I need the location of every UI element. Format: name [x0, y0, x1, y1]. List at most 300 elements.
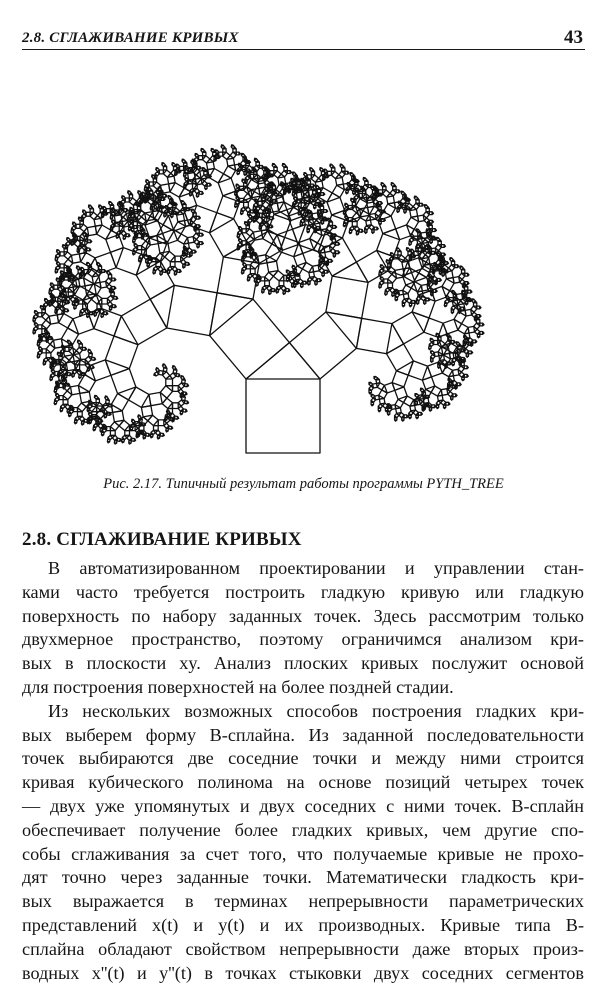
tree-square — [329, 222, 332, 225]
tree-triangle — [439, 274, 441, 275]
tree-square — [167, 176, 175, 184]
text-line: вых выражается в терминах непрерывности параметрических — [22, 891, 584, 912]
tree-square — [265, 281, 270, 286]
tree-triangle — [416, 418, 418, 419]
tree-square — [442, 279, 454, 291]
tree-square — [63, 400, 68, 405]
text-line: — двух уже упомянутых и двух соседних с ними точек. B-сплайн — [22, 795, 584, 816]
text-line: двухмерное пространство, поэтому ограничимся анализом кри- — [22, 629, 584, 650]
tree-triangle — [132, 231, 134, 232]
tree-square — [422, 377, 434, 389]
tree-triangle — [333, 256, 335, 257]
tree-square — [42, 313, 49, 320]
tree-square — [111, 394, 128, 411]
paragraph — [22, 557, 584, 700]
tree-square — [311, 175, 318, 182]
text-line: ками часто требуется построить гладкую кривую или гладкую — [22, 581, 584, 602]
tree-square — [162, 398, 172, 408]
tree-square — [49, 315, 58, 324]
tree-square — [38, 325, 42, 329]
tree-square — [42, 320, 51, 329]
tree-square — [121, 299, 166, 345]
tree-square — [100, 281, 107, 288]
tree-triangle — [301, 287, 303, 288]
tree-triangle — [444, 408, 446, 409]
text-line: Из нескольких возможных способов построения гладких кри- — [48, 700, 584, 721]
tree-square — [105, 336, 138, 369]
tree-triangle — [466, 304, 468, 305]
tree-square — [196, 230, 199, 233]
tree-square — [223, 152, 230, 159]
tree-square — [188, 237, 195, 244]
tree-square — [438, 395, 444, 401]
tree-square — [78, 403, 87, 412]
tree-square — [476, 320, 479, 323]
tree-square — [73, 313, 94, 334]
tree-square — [86, 212, 90, 216]
tree-square — [448, 392, 453, 397]
tree-square — [313, 191, 316, 194]
tree-triangle — [442, 275, 444, 276]
tree-square — [279, 202, 293, 216]
tree-square — [339, 171, 345, 177]
tree-square — [217, 257, 259, 299]
tree-triangle — [436, 408, 438, 409]
tree-square — [173, 386, 179, 392]
tree-square — [418, 215, 425, 222]
text-line: дят точно через заданные точки. Математически гладкость кри- — [22, 867, 584, 888]
tree-square — [175, 256, 181, 262]
tree-triangle — [423, 409, 425, 410]
page-number: 43 — [564, 27, 583, 48]
tree-square — [307, 181, 310, 184]
tree-square — [154, 426, 159, 431]
tree-square — [90, 212, 97, 219]
tree-square — [125, 198, 129, 202]
tree-square — [87, 226, 96, 235]
tree-square — [298, 225, 325, 252]
tree-square — [461, 363, 464, 366]
tree-square — [443, 319, 458, 334]
tree-square — [46, 353, 51, 358]
tree-square — [177, 214, 185, 222]
tree-square — [160, 386, 172, 398]
tree-square — [465, 309, 472, 316]
tree-square — [393, 187, 396, 190]
tree-square — [424, 318, 443, 337]
tree-square — [274, 167, 277, 170]
tree-triangle — [321, 223, 323, 224]
tree-square — [149, 182, 153, 186]
tree-square — [369, 386, 373, 390]
tree-square — [352, 222, 357, 227]
tree-square — [108, 275, 111, 278]
tree-square — [64, 252, 71, 259]
tree-square — [167, 285, 217, 335]
tree-square — [81, 253, 95, 267]
tree-square — [227, 158, 235, 166]
tree-square — [110, 422, 119, 431]
tree-square — [398, 252, 401, 255]
tree-square — [173, 403, 179, 409]
tree-triangle — [424, 303, 426, 304]
tree-triangle — [402, 420, 404, 421]
running-head — [22, 26, 585, 50]
tree-square — [383, 190, 390, 197]
tree-square — [327, 197, 345, 215]
tree-triangle — [429, 410, 431, 411]
tree-square — [365, 181, 368, 184]
tree-square — [54, 339, 63, 348]
tree-square — [163, 170, 170, 177]
tree-triangle — [308, 284, 310, 285]
text-line: для построения поверхностей на более поздней стадии. — [22, 676, 454, 697]
tree-square — [256, 162, 259, 165]
tree-square — [204, 172, 207, 175]
tree-square — [281, 171, 287, 177]
tree-square — [279, 281, 284, 286]
tree-square — [64, 288, 68, 292]
tree-square — [267, 261, 278, 272]
tree-square — [311, 172, 314, 175]
tree-square — [60, 264, 64, 268]
tree-square — [246, 265, 250, 269]
tree-square — [76, 347, 82, 353]
tree-square — [342, 168, 345, 171]
tree-triangle — [171, 217, 173, 218]
text-line: водных x''(t) и y''(t) в точках стыковки двух соседних сегментов — [22, 962, 584, 983]
tree-square — [129, 195, 132, 198]
tree-square — [379, 190, 383, 194]
tree-square — [307, 175, 311, 179]
tree-square — [254, 171, 257, 174]
tree-square — [133, 222, 137, 226]
section-title: 2.8. СГЛАЖИВАНИЕ КРИВЫХ — [22, 529, 302, 550]
tree-square — [202, 181, 207, 186]
tree-square — [203, 152, 206, 155]
tree-square — [387, 196, 395, 204]
tree-square — [96, 399, 99, 402]
tree-square — [403, 285, 412, 294]
tree-square — [218, 178, 236, 196]
tree-square — [468, 326, 475, 333]
tree-square — [163, 167, 166, 170]
tree-square — [88, 270, 95, 277]
tree-square — [246, 379, 320, 453]
tree-square — [289, 312, 356, 379]
tree-square — [149, 392, 162, 405]
tree-triangle — [451, 312, 453, 313]
tree-square — [313, 265, 320, 272]
tree-square — [442, 367, 452, 377]
tree-triangle — [430, 242, 432, 243]
tree-triangle — [466, 356, 468, 357]
tree-square — [60, 252, 64, 256]
tree-square — [426, 209, 429, 212]
tree-square — [475, 329, 480, 334]
tree-triangle — [452, 365, 454, 366]
tree-square — [384, 279, 388, 283]
tree-square — [269, 203, 278, 212]
tree-square — [148, 415, 158, 425]
tree-triangle — [385, 411, 387, 412]
tree-square — [277, 229, 298, 250]
tree-square — [203, 156, 210, 163]
tree-square — [210, 219, 248, 257]
tree-square — [242, 229, 246, 233]
tree-triangle — [197, 247, 199, 248]
tree-square — [270, 171, 274, 175]
tree-square — [332, 185, 344, 197]
tree-square — [413, 203, 419, 209]
tree-square — [180, 166, 184, 170]
tree-triangle — [205, 189, 207, 190]
tree-square — [177, 234, 187, 244]
tree-square — [250, 174, 254, 178]
tree-square — [302, 263, 312, 273]
tree-square — [294, 253, 306, 265]
tree-square — [71, 254, 80, 263]
tree-triangle — [388, 414, 390, 415]
tree-square — [407, 217, 419, 229]
tree-square — [97, 225, 111, 239]
tree-square — [158, 420, 164, 426]
tree-square — [459, 372, 464, 377]
tree-square — [377, 383, 384, 390]
tree-square — [379, 398, 385, 404]
tree-square — [383, 187, 386, 190]
tree-triangle — [371, 405, 373, 406]
tree-square — [288, 186, 292, 190]
text-line: собы сглаживания за счет того, что получаемые кривые не прохо- — [22, 843, 584, 864]
tree-square — [63, 391, 72, 400]
tree-square — [166, 379, 173, 386]
tree-square — [274, 171, 281, 178]
tree-square — [125, 431, 130, 436]
tree-square — [113, 411, 124, 422]
tree-square — [404, 396, 414, 406]
tree-square — [414, 251, 418, 255]
tree-square — [453, 369, 460, 376]
tree-square — [326, 276, 368, 318]
tree-square — [219, 152, 223, 156]
tree-square — [79, 344, 82, 347]
tree-square — [161, 184, 170, 193]
tree-square — [284, 167, 287, 170]
tree-triangle — [372, 232, 374, 233]
tree-square — [106, 235, 124, 253]
tree-triangle — [395, 420, 397, 421]
tree-square — [242, 241, 246, 245]
text-line: сплайна обладают свойством непрерывности даже вторых произ- — [22, 938, 584, 959]
tree-square — [383, 204, 395, 216]
tree-square — [90, 360, 111, 381]
tree-square — [223, 149, 226, 152]
tree-square — [159, 170, 163, 174]
tree-square — [199, 156, 203, 160]
tree-square — [319, 268, 324, 273]
tree-triangle — [322, 276, 324, 277]
tree-square — [46, 344, 55, 353]
tree-square — [80, 392, 91, 403]
tree-square — [111, 369, 136, 394]
tree-square — [445, 271, 453, 279]
text-line: точек выбираются две соседние точки и между ними строится — [22, 748, 584, 769]
tree-square — [59, 396, 63, 400]
tree-triangle — [183, 255, 185, 256]
tree-square — [265, 272, 274, 281]
tree-triangle — [402, 306, 404, 307]
tree-square — [416, 200, 419, 203]
tree-square — [348, 218, 352, 222]
tree-triangle — [315, 284, 317, 285]
tree-square — [431, 386, 441, 396]
tree-square — [429, 225, 432, 228]
tree-square — [434, 341, 438, 345]
tree-square — [38, 313, 42, 317]
tree-square — [395, 399, 404, 408]
tree-square — [438, 337, 441, 340]
tree-square — [129, 387, 149, 407]
tree-triangle — [369, 393, 371, 394]
tree-square — [244, 202, 249, 207]
tree-square — [90, 209, 93, 212]
tree-square — [240, 186, 244, 190]
tree-square — [80, 224, 87, 231]
tree-square — [170, 262, 175, 267]
tree-square — [272, 186, 275, 189]
tree-triangle — [431, 361, 433, 362]
text-line: обеспечивает получение более гладких кривых, чем другие спо- — [22, 819, 584, 840]
tree-square — [165, 251, 175, 261]
tree-square — [194, 239, 199, 244]
tree-square — [138, 246, 142, 250]
tree-triangle — [378, 411, 380, 412]
text-line: поверхность по набору заданных точек. Здесь рассмотрим только — [22, 605, 584, 626]
tree-square — [412, 295, 435, 318]
running-title: 2.8. СГЛАЖИВАНИЕ КРИВЫХ — [22, 30, 239, 46]
tree-triangle — [395, 300, 397, 301]
header-rule — [22, 49, 585, 50]
tree-square — [356, 318, 392, 353]
tree-square — [273, 271, 283, 281]
tree-square — [358, 194, 362, 198]
tree-square — [438, 241, 441, 244]
tree-triangle — [404, 212, 406, 213]
tree-square — [450, 352, 457, 359]
tree-triangle — [477, 337, 479, 338]
text-line: вых выберем форму B-сплайна. Из заданной последовательности — [22, 724, 584, 745]
tree-triangle — [462, 380, 464, 381]
pythagoras-tree-drawing — [33, 145, 484, 453]
tree-square — [42, 349, 46, 353]
tree-square — [163, 372, 170, 379]
tree-square — [250, 269, 255, 274]
tree-square — [332, 171, 339, 178]
tree-square — [330, 249, 335, 254]
tree-square — [390, 190, 396, 196]
tree-square — [441, 389, 448, 396]
text-line: представлений x(t) и y(t) и их производных. Кривые типа B- — [22, 914, 584, 935]
tree-square — [377, 234, 400, 257]
tree-triangle — [314, 208, 316, 209]
tree-square — [141, 406, 152, 417]
tree-triangle — [409, 306, 411, 307]
tree-square — [453, 277, 460, 284]
tree-square — [408, 361, 427, 380]
tree-square — [240, 198, 244, 202]
tree-square — [336, 178, 344, 186]
tree-triangle — [118, 387, 136, 400]
tree-square — [396, 225, 411, 240]
tree-square — [474, 303, 477, 306]
pythagoras-tree-figure — [0, 60, 607, 470]
tree-triangle — [365, 232, 367, 233]
tree-square — [54, 285, 58, 289]
tree-triangle — [417, 303, 419, 304]
tree-square — [458, 324, 468, 334]
tree-triangle — [451, 399, 453, 400]
tree-square — [210, 299, 290, 379]
tree-square — [458, 346, 461, 349]
tree-square — [332, 168, 335, 171]
tree-square — [233, 149, 236, 152]
tree-square — [418, 248, 421, 251]
tree-square — [388, 274, 397, 283]
tree-square — [392, 371, 408, 387]
tree-triangle — [307, 232, 309, 233]
tree-square — [102, 298, 108, 304]
tree-square — [76, 224, 80, 228]
tree-square — [384, 383, 394, 393]
paragraph — [22, 700, 584, 986]
tree-square — [387, 344, 414, 371]
tree-square — [449, 265, 455, 271]
text-line: кривая кубического полинома на основе позиций четырех точек — [22, 772, 584, 793]
tree-square — [451, 262, 454, 265]
figure-caption: Рис. 2.17. Типичный результат работы программы PYTH_TREE — [103, 476, 504, 492]
tree-square — [59, 314, 73, 328]
text-line: В автоматизированном проектировании и управлении стан- — [48, 558, 584, 578]
tree-square — [384, 267, 388, 271]
tree-square — [207, 162, 215, 170]
tree-square — [258, 201, 262, 205]
tree-square — [465, 287, 468, 290]
tree-square — [328, 171, 332, 175]
tree-square — [110, 431, 115, 436]
tree-square — [388, 283, 393, 288]
tree-square — [106, 209, 110, 213]
tree-square — [71, 386, 80, 395]
tree-square — [395, 387, 407, 399]
tree-triangle — [409, 418, 411, 419]
tree-square — [224, 166, 236, 178]
tree-square — [392, 312, 424, 344]
tree-square — [230, 152, 236, 158]
tree-square — [78, 412, 83, 417]
tree-square — [362, 190, 365, 193]
tree-square — [94, 218, 102, 226]
body-text — [22, 557, 584, 985]
tree-square — [462, 270, 465, 273]
tree-square — [170, 183, 184, 197]
tree-square — [421, 284, 428, 291]
tree-square — [119, 420, 129, 430]
text-line: вых в плоскости xy. Анализ плоских кривых послужит основой — [22, 653, 584, 674]
tree-square — [65, 347, 69, 351]
tree-square — [320, 206, 323, 209]
tree-square — [410, 209, 418, 217]
